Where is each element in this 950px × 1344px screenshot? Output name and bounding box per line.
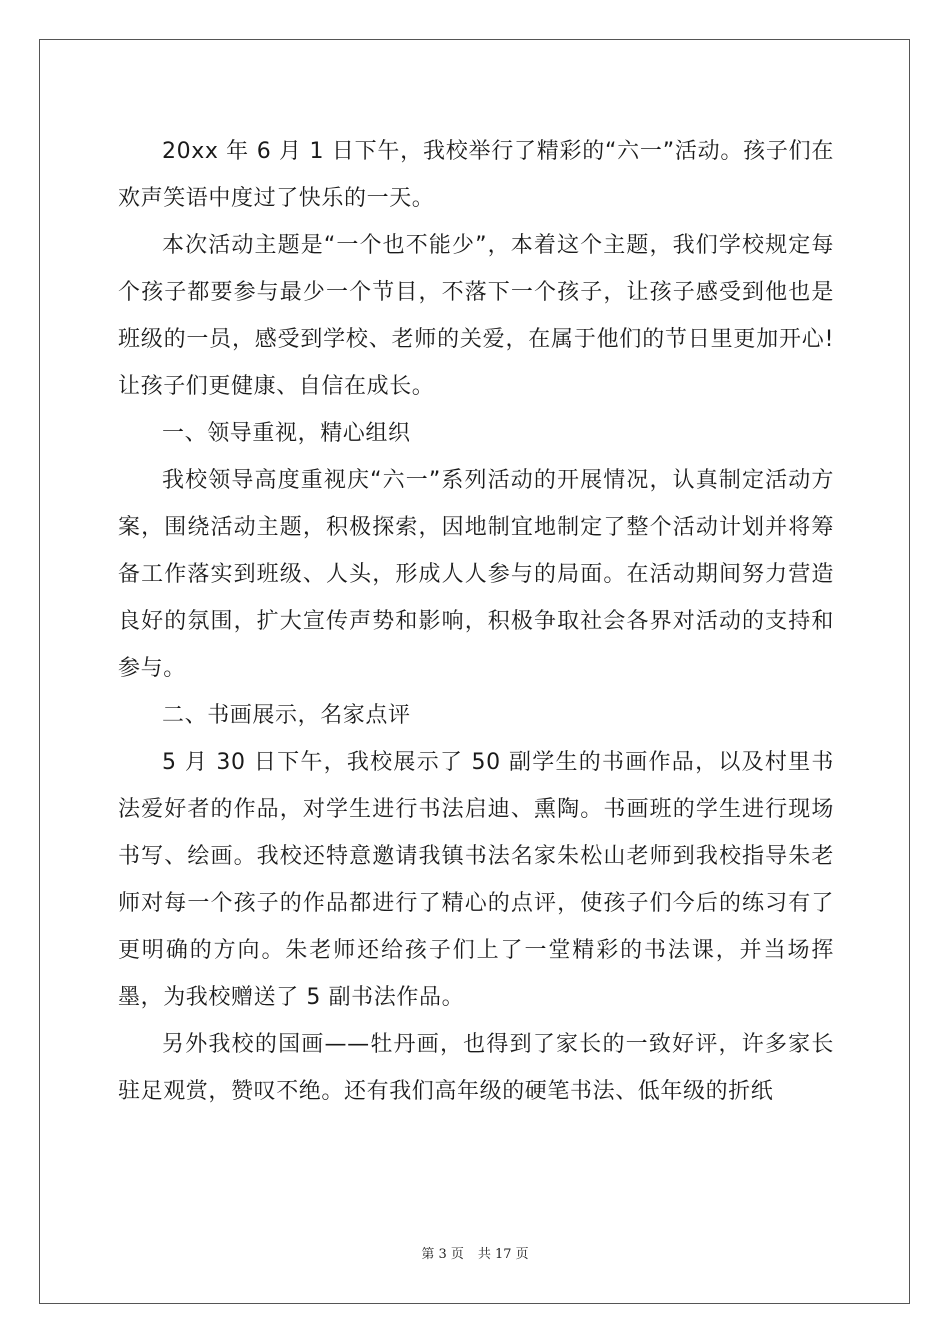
- paragraph-painting: 另外我校的国画——牡丹画，也得到了家长的一致好评，许多家长驻足观赏，赞叹不绝。还有我们高年级的硬笔书法、低年级的折纸: [118, 1032, 834, 1104]
- section-heading-1: 一、领导重视，精心组织: [162, 421, 411, 446]
- paragraph-leadership: 我校领导高度重视庆“六一”系列活动的开展情况，认真制定活动方案，围绕活动主题，积极探索，因地制宜地制定了整个活动计划并将筹备工作落实到班级、人头，形成人人参与的局面。在活动期间努力营造良好的氛围，扩大宣传声势和影响，积极争取社会各界对活动的支持和参与。: [118, 468, 834, 681]
- section-heading-2: 二、书画展示，名家点评: [162, 703, 411, 728]
- paragraph-theme: 本次活动主题是“一个也不能少”，本着这个主题，我们学校规定每个孩子都要参与最少一个节目，不落下一个孩子，让孩子感受到他也是班级的一员，感受到学校、老师的关爱，在属于他们的节日里更加开心!让孩子们更健康、自信在成长。: [118, 233, 834, 399]
- page-footer: [0, 1243, 950, 1262]
- page-total: 共 17 页: [477, 1247, 529, 1262]
- document-body: [118, 128, 834, 1115]
- paragraph-calligraphy: 5 月 30 日下午，我校展示了 50 副学生的书画作品，以及村里书法爱好者的作品，对学生进行书法启迪、熏陶。书画班的学生进行现场书写、绘画。我校还特意邀请我镇书法名家朱松山老师到我校指导朱老师对每一个孩子的作品都进行了精心的点评，使孩子们今后的练习有了更明确的方向。朱老师还给孩子们上了一堂精彩的书法课，并当场挥墨，为我校赠送了 5 副书法作品。: [118, 750, 834, 1010]
- page-number: 第 3 页: [421, 1247, 464, 1262]
- paragraph-intro: 20xx 年 6 月 1 日下午，我校举行了精彩的“六一”活动。孩子们在欢声笑语中度过了快乐的一天。: [118, 139, 834, 211]
